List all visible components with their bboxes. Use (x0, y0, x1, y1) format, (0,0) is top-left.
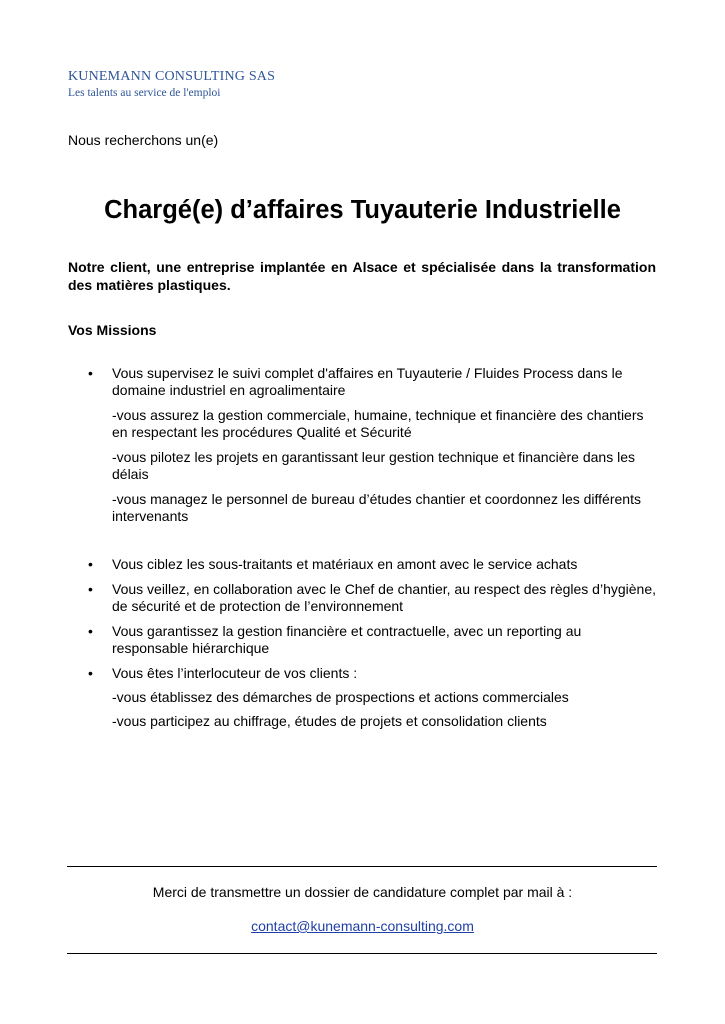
mission-subitem: -vous participez au chiffrage, études de projets et consolidation clients (112, 713, 547, 729)
mission-item (88, 581, 658, 615)
mission-item (88, 623, 658, 657)
mission-subitem: -vous pilotez les projets en garantissant leur gestion technique et financière dans les délais (112, 449, 635, 482)
bullet-icon: • (88, 665, 93, 681)
bullet-icon: • (88, 623, 93, 639)
mission-text: Vous êtes l’interlocuteur de vos clients : (112, 665, 358, 681)
application-instructions: Merci de transmettre un dossier de candidature complet par mail à : (152, 884, 573, 900)
footer-divider-bottom (67, 953, 657, 954)
mission-subitem: -vous managez le personnel de bureau d’études chantier et coordonnez les différents intervenants (112, 491, 641, 524)
client-description: Notre client, une entreprise implantée en Alsace et spécialisée dans la transformation des matières plastiques. (68, 259, 656, 293)
footer-divider-top (67, 866, 657, 867)
mission-text: Vous supervisez le suivi complet d'affaires en Tuyauterie / Fluides Process dans le domaine industriel en agroalimentaire (112, 365, 623, 398)
mission-text: Vous ciblez les sous-traitants et matériaux en amont avec le service achats (112, 556, 578, 572)
mission-subitem: -vous établissez des démarches de prospections et actions commerciales (112, 689, 569, 705)
company-name: KUNEMANN CONSULTING SAS (68, 69, 276, 84)
missions-list (88, 365, 658, 730)
company-tagline: Les talents au service de l'emploi (68, 87, 221, 99)
mission-item (88, 365, 658, 525)
contact-email-row (0, 918, 725, 934)
mission-subitem: -vous assurez la gestion commerciale, humaine, technique et financière des chantiers en respectant les procédures Qualité et Sécurité (112, 407, 644, 440)
bullet-icon: • (88, 365, 93, 381)
job-title: Chargé(e) d’affaires Tuyauterie Industrielle (104, 196, 621, 224)
bullet-icon: • (88, 556, 93, 572)
mission-item (88, 665, 658, 730)
intro-text: Nous recherchons un(e) (68, 132, 219, 148)
mission-text: Vous veillez, en collaboration avec le Chef de chantier, au respect des règles d’hygiène, de sécurité et de protection de l’environnement (112, 581, 657, 614)
bullet-icon: • (88, 581, 93, 597)
contact-email-link[interactable]: contact@kunemann-consulting.com (251, 918, 474, 934)
mission-text: Vous garantissez la gestion financière et contractuelle, avec un reporting au responsable hiérarchique (112, 623, 582, 656)
missions-heading: Vos Missions (68, 322, 157, 338)
mission-item (88, 556, 658, 573)
